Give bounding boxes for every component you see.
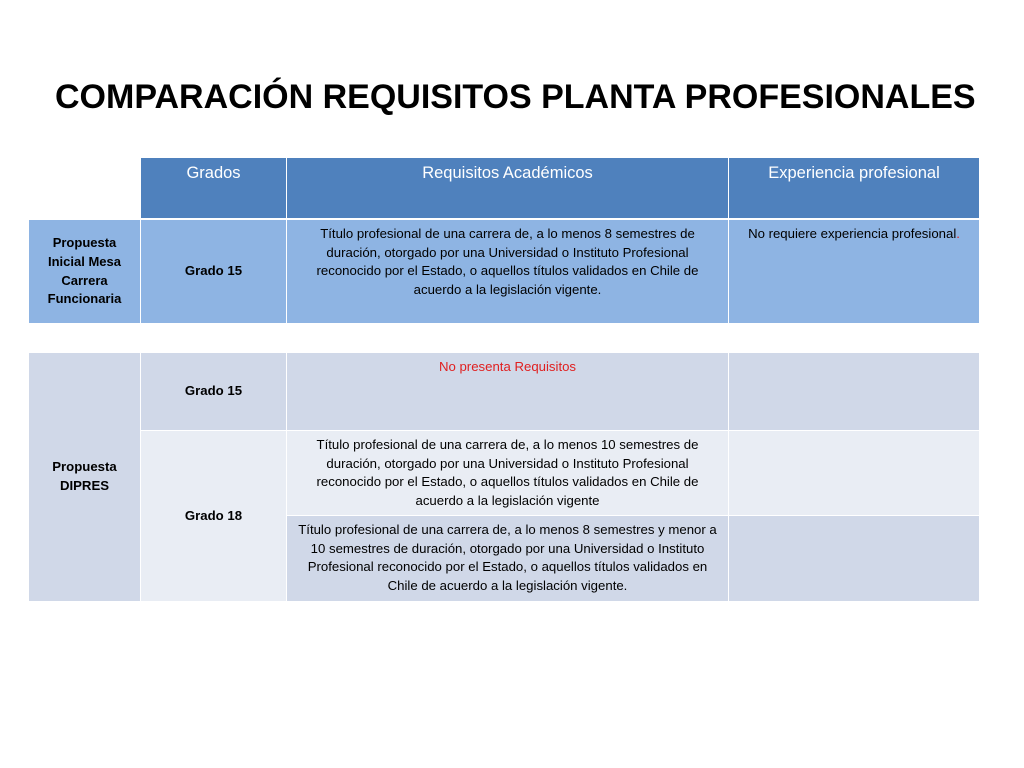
grade-cell: Grado 18	[141, 431, 286, 601]
experience-cell	[729, 431, 979, 515]
page-title: COMPARACIÓN REQUISITOS PLANTA PROFESIONALES	[55, 78, 976, 116]
header-grados: Grados	[141, 158, 286, 218]
requirements-cell: Título profesional de una carrera de, a lo menos 10 semestres de duración, otorgado por una Universidad o Instituto Profesional reconocido por el Estado, o aquellos títulos validados en Chile de acuerdo a la legislación vigente	[287, 431, 728, 515]
requirements-cell: Título profesional de una carrera de, a lo menos 8 semestres y menor a 10 semestres de duración, otorgado por una Universidad o Instituto Profesional reconocido por el Estado, o aquellos títulos validados en Chile de acuerdo a la legislación vigente.	[287, 516, 728, 601]
experience-cell	[729, 353, 979, 430]
requirements-cell: No presenta Requisitos	[287, 353, 728, 430]
experience-cell	[729, 516, 979, 601]
row-label-propuesta-inicial: Propuesta Inicial Mesa Carrera Funcionaria	[29, 220, 140, 323]
header-experiencia-profesional: Experiencia profesional	[729, 158, 979, 218]
experience-cell	[729, 220, 979, 323]
experience-period: .	[956, 226, 960, 241]
experience-text: No requiere experiencia profesional	[748, 226, 957, 241]
requirements-cell: Título profesional de una carrera de, a lo menos 8 semestres de duración, otorgado por una Universidad o Instituto Profesional reconocido por el Estado, o aquellos títulos validados en Chile de acuerdo a la legislación vigente.	[287, 220, 728, 323]
header-requisitos-academicos: Requisitos Académicos	[287, 158, 728, 218]
row-label-propuesta-dipres: Propuesta DIPRES	[29, 353, 140, 601]
grade-cell: Grado 15	[141, 353, 286, 430]
grade-cell: Grado 15	[141, 220, 286, 323]
